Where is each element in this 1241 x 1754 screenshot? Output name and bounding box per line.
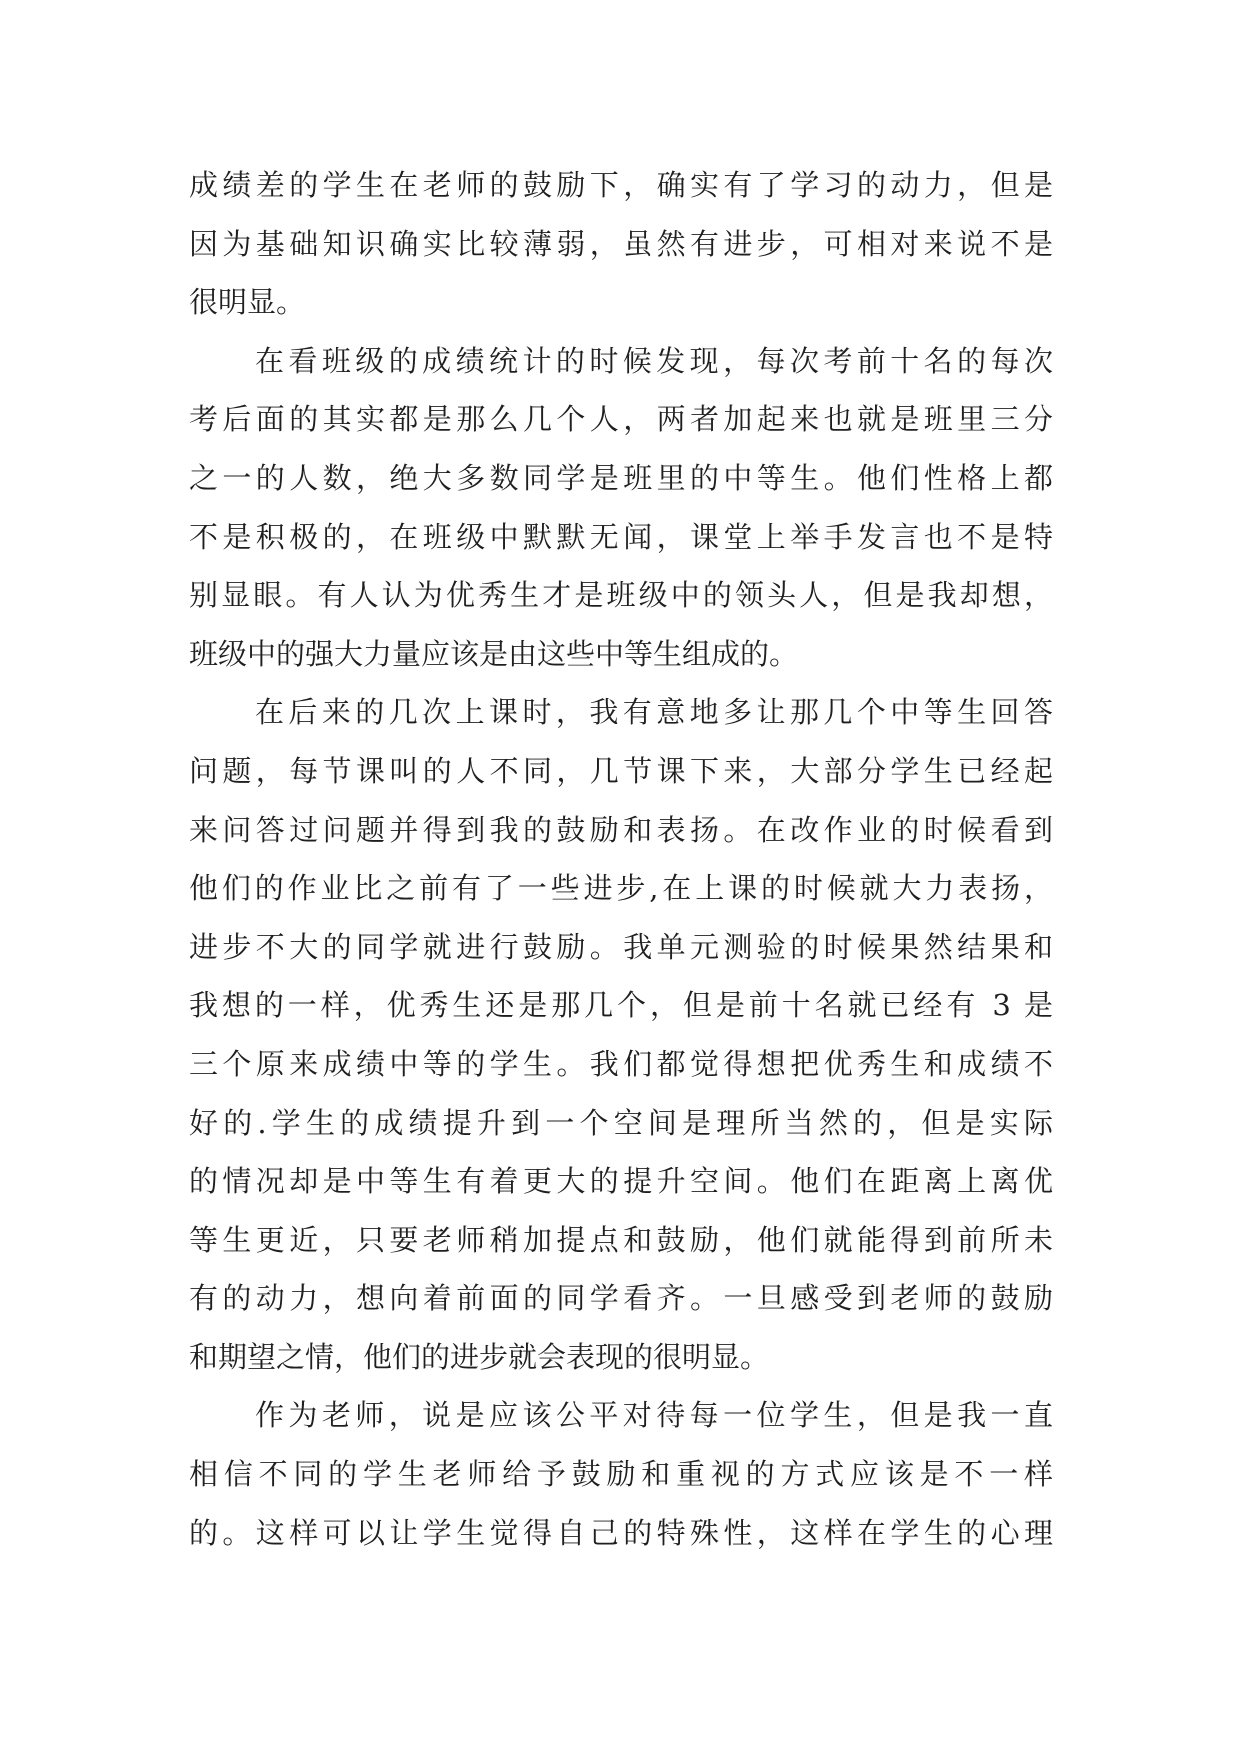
text-line: 的。这样可以让学生觉得自己的特殊性，这样在学生的心理	[189, 1515, 1053, 1550]
text-line: 来问答过问题并得到我的鼓励和表扬。在改作业的时候看到	[189, 812, 1053, 847]
paragraph	[189, 332, 1053, 684]
document-body	[189, 156, 1053, 1562]
text-line: 的情况却是中等生有着更大的提升空间。他们在距离上离优	[189, 1164, 1053, 1199]
text-line: 成绩差的学生在老师的鼓励下，确实有了学习的动力，但是	[189, 168, 1053, 202]
text-line: 之一的人数，绝大多数同学是班里的中等生。他们性格上都	[189, 460, 1053, 495]
text-line: 不是积极的，在班级中默默无闻，课堂上举手发言也不是特	[189, 519, 1053, 554]
paragraph	[189, 683, 1053, 1386]
text-line: 我想的一样，优秀生还是那几个，但是前十名就已经有 3 是	[189, 988, 1053, 1023]
text-line: 他们的作业比之前有了一些进步,在上课的时候就大力表扬，	[189, 871, 1053, 906]
text-line: 有的动力，想向着前面的同学看齐。一旦感受到老师的鼓励	[189, 1281, 1053, 1316]
text-line: 很明显。	[189, 285, 306, 320]
text-line: 别显眼。有人认为优秀生才是班级中的领头人，但是我却想，	[189, 578, 1053, 613]
text-line: 等生更近，只要老师稍加提点和鼓励，他们就能得到前所未	[189, 1222, 1053, 1257]
paragraph	[189, 1386, 1053, 1562]
text-line: 进步不大的同学就进行鼓励。我单元测验的时候果然结果和	[189, 929, 1053, 964]
text-line: 在后来的几次上课时，我有意地多让那几个中等生回答	[255, 695, 1053, 730]
paragraph	[189, 156, 1053, 332]
text-line: 相信不同的学生老师给予鼓励和重视的方式应该是不一样	[189, 1457, 1053, 1492]
text-line: 和期望之情，他们的进步就会表现的很明显。	[189, 1339, 770, 1374]
text-line: 作为老师，说是应该公平对待每一位学生，但是我一直	[255, 1398, 1053, 1433]
text-line: 班级中的强大力量应该是由这些中等生组成的。	[189, 636, 799, 671]
text-line: 因为基础知识确实比较薄弱，虽然有进步，可相对来说不是	[189, 226, 1053, 261]
text-line: 在看班级的成绩统计的时候发现，每次考前十名的每次	[255, 343, 1053, 378]
text-line: 三个原来成绩中等的学生。我们都觉得想把优秀生和成绩不	[189, 1046, 1053, 1081]
text-line: 考后面的其实都是那么几个人，两者加起来也就是班里三分	[189, 402, 1053, 437]
text-line: 好的.学生的成绩提升到一个空间是理所当然的，但是实际	[189, 1105, 1053, 1140]
text-line: 问题，每节课叫的人不同，几节课下来，大部分学生已经起	[189, 753, 1053, 788]
